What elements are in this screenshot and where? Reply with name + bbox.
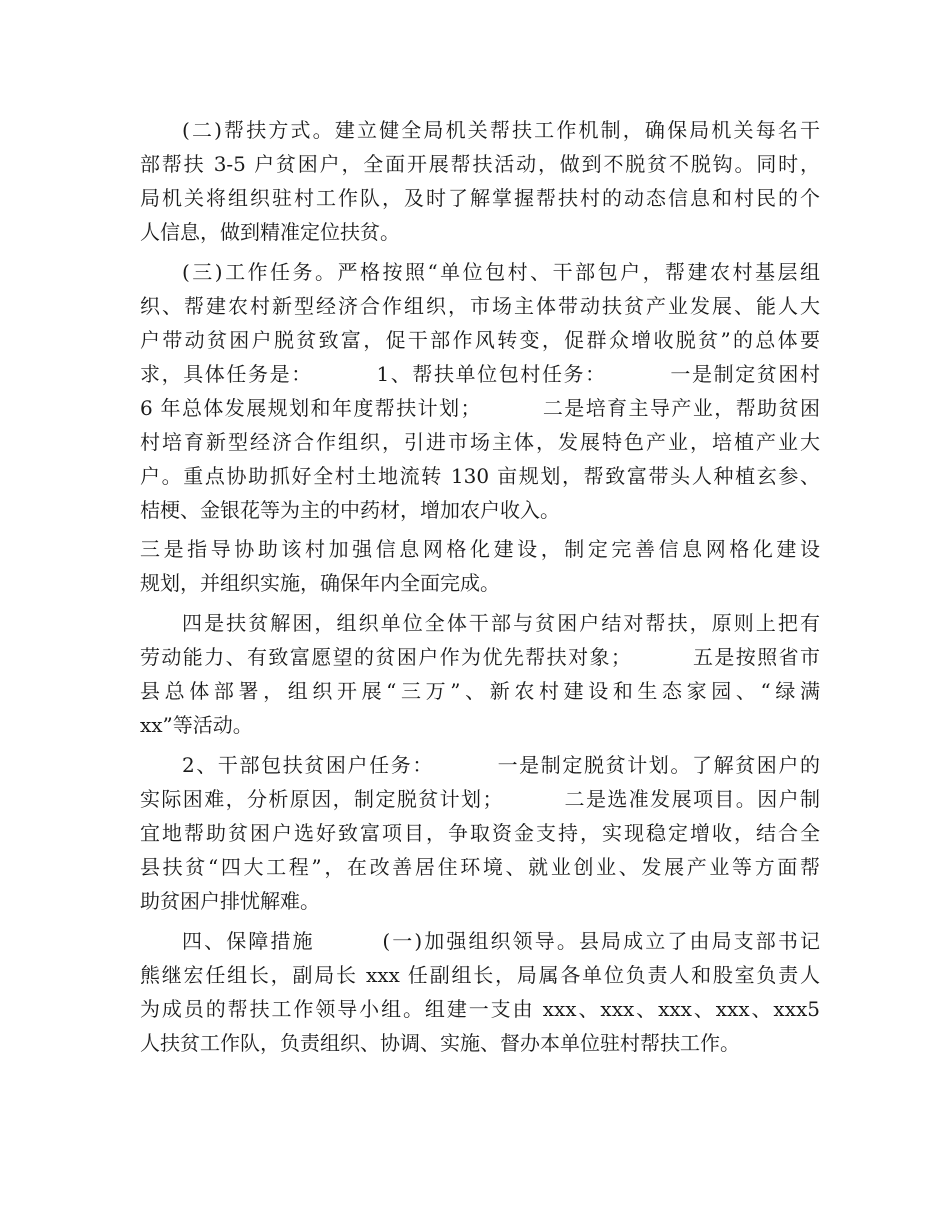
text-line: 村培育新型经济合作组织，引进市场主体，发展特色产业，培植产业大	[140, 430, 820, 454]
text-line: 四是扶贫解困，组织单位全体干部与贫困户结对帮扶，原则上把有	[182, 611, 820, 635]
text-line: 局机关将组织驻村工作队，及时了解掌握帮扶村的动态信息和村民的个	[140, 186, 820, 210]
text-line: xx”等活动。	[140, 713, 253, 737]
text-line: 桔梗、金银花等为主的中药材，增加农户收入。	[140, 498, 560, 522]
text-line: 2、干部包扶贫困户任务： 一是制定脱贫计划。了解贫困户的	[182, 753, 820, 777]
text-line: (二)帮扶方式。建立健全局机关帮扶工作机制，确保局机关每名干	[182, 118, 820, 142]
text-line: 为成员的帮扶工作领导小组。组建一支由 xxx、xxx、xxx、xxx、xxx5	[140, 997, 820, 1021]
text-line: 人信息，做到精准定位扶贫。	[140, 220, 400, 244]
text-line: 规划，并组织实施，确保年内全面完成。	[140, 571, 500, 595]
text-line: 6 年总体发展规划和年度帮扶计划； 二是培育主导产业，帮助贫困	[140, 396, 820, 420]
text-line: 人扶贫工作队，负责组织、协调、实施、督办本单位驻村帮扶工作。	[140, 1031, 740, 1055]
text-line: 求，具体任务是： 1、帮扶单位包村任务： 一是制定贫困村	[140, 362, 820, 386]
text-line: 宜地帮助贫困户选好致富项目，争取资金支持，实现稳定增收，结合全	[140, 821, 820, 845]
text-line: 部帮扶 3-5 户贫困户，全面开展帮扶活动，做到不脱贫不脱钩。同时，	[140, 152, 820, 176]
text-line: 县总体部署，组织开展“三万”、新农村建设和生态家园、“绿满	[140, 679, 820, 703]
text-line: 助贫困户排忧解难。	[140, 889, 320, 913]
text-line: 织、帮建农村新型经济合作组织，市场主体带动扶贫产业发展、能人大	[140, 294, 820, 318]
text-line: 实际困难，分析原因，制定脱贫计划； 二是选准发展项目。因户制	[140, 787, 820, 811]
text-line: 劳动能力、有致富愿望的贫困户作为优先帮扶对象； 五是按照省市	[140, 645, 820, 669]
text-line: 户。重点协助抓好全村土地流转 130 亩规划，帮致富带头人种植玄参、	[140, 464, 820, 488]
text-line: (三)工作任务。严格按照“单位包村、干部包户，帮建农村基层组	[182, 260, 820, 284]
text-line: 四、保障措施 (一)加强组织领导。县局成立了由局支部书记	[182, 929, 820, 953]
text-line: 户带动贫困户脱贫致富，促干部作风转变，促群众增收脱贫”的总体要	[140, 328, 820, 352]
text-line: 县扶贫“四大工程”，在改善居住环境、就业创业、发展产业等方面帮	[140, 855, 820, 879]
text-line: 三是指导协助该村加强信息网格化建设，制定完善信息网格化建设	[140, 537, 820, 561]
text-line: 熊继宏任组长，副局长 xxx 任副组长，局属各单位负责人和股室负责人	[140, 963, 820, 987]
